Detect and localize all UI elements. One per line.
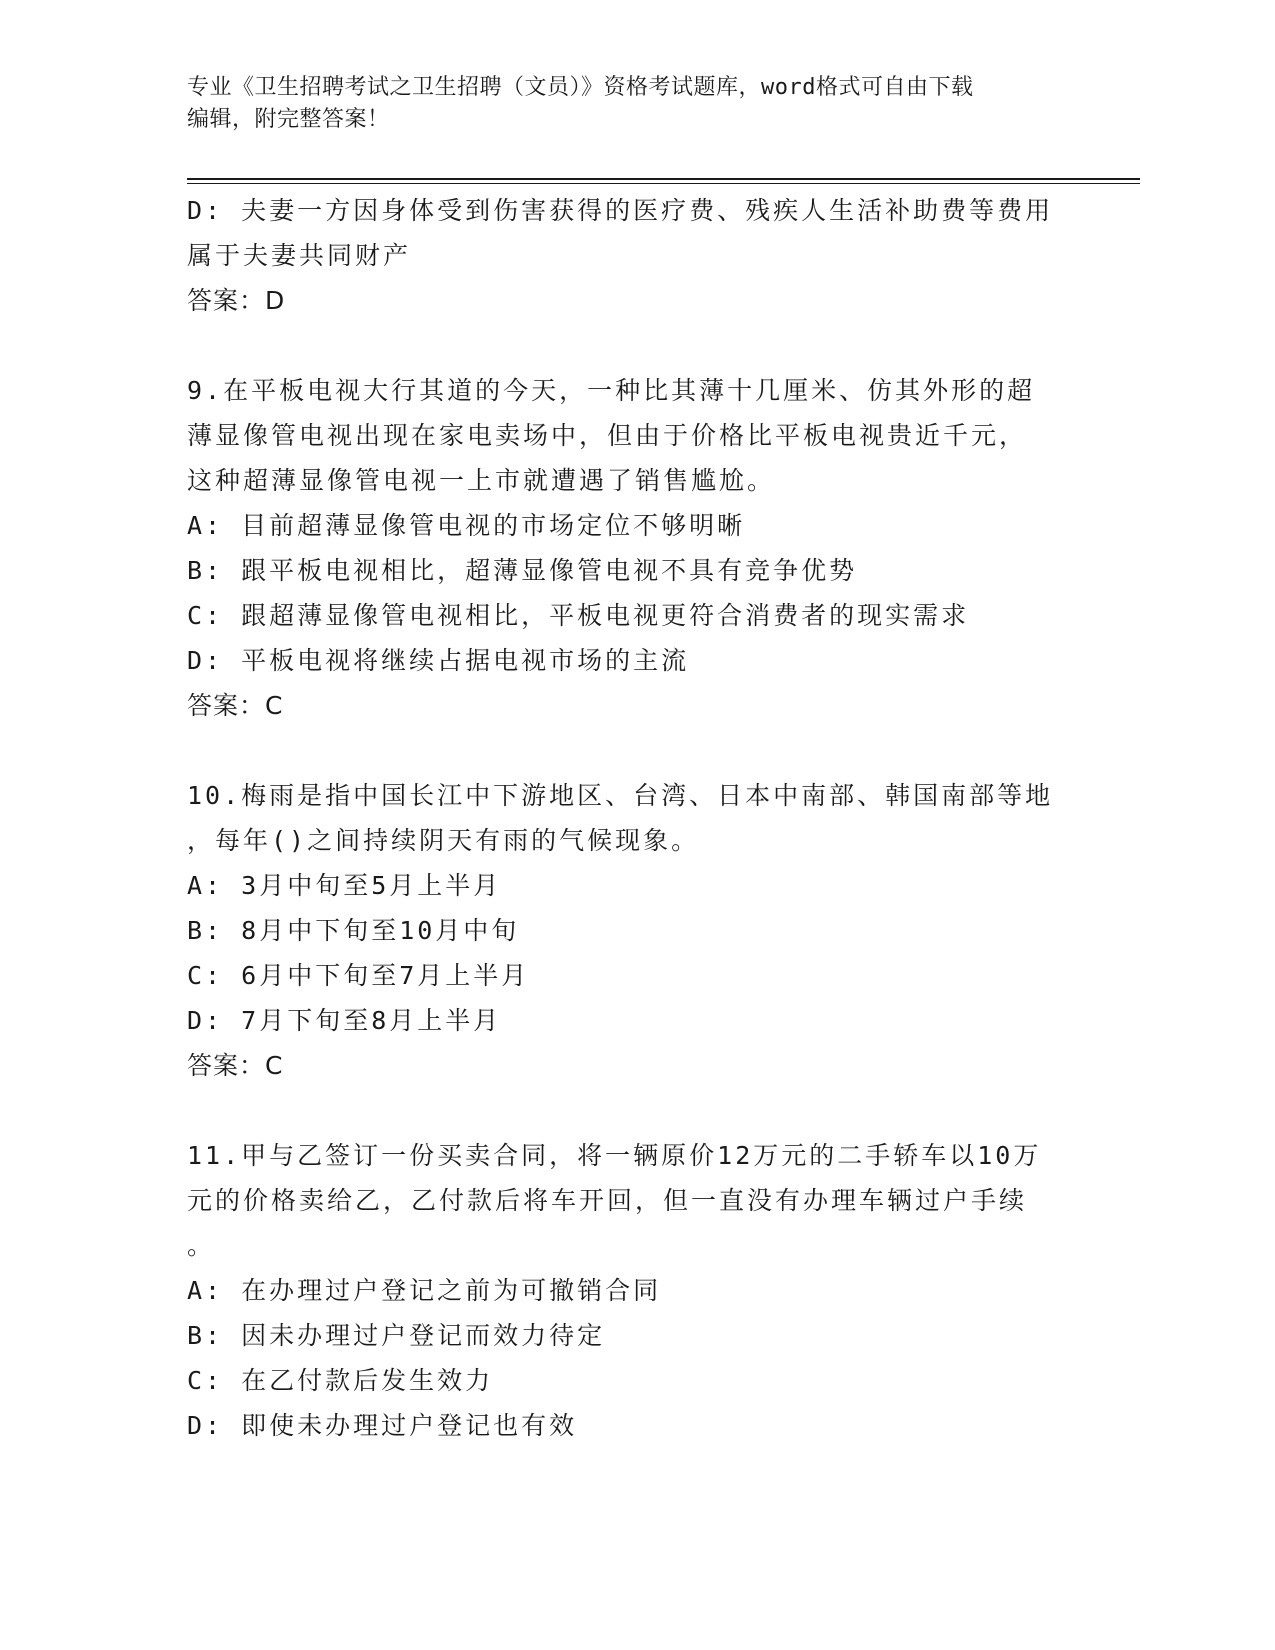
- answer-line: 答案：C: [187, 1051, 284, 1080]
- option-b: B: 因未办理过户登记而效力待定: [187, 1321, 606, 1350]
- question-10: [187, 773, 1067, 1088]
- option-d: D: 即使未办理过户登记也有效: [187, 1411, 578, 1440]
- option-d: D: 7月下旬至8月上半月: [187, 1006, 502, 1035]
- question-8-tail: [187, 188, 1067, 323]
- question-stem: 9.在平板电视大行其道的今天，一种比其薄十几厘米、仿其外形的超: [187, 376, 1036, 405]
- option-a: A: 目前超薄显像管电视的市场定位不够明晰: [187, 511, 746, 540]
- option-b: B: 8月中下旬至10月中旬: [187, 916, 520, 945]
- answer-line: 答案：C: [187, 691, 284, 720]
- question-stem: 。: [187, 1231, 216, 1260]
- question-11: [187, 1133, 1067, 1448]
- question-stem: ，每年()之间持续阴天有雨的气候现象。: [187, 826, 700, 855]
- option-d: D: 夫妻一方因身体受到伤害获得的医疗费、残疾人生活补助费等费用: [187, 196, 1054, 225]
- question-stem: 薄显像管电视出现在家电卖场中，但由于价格比平板电视贵近千元，: [187, 421, 1028, 450]
- option-c: C: 在乙付款后发生效力: [187, 1366, 494, 1395]
- question-stem: 元的价格卖给乙，乙付款后将车开回，但一直没有办理车辆过户手续: [187, 1186, 1028, 1215]
- document-header: [187, 72, 1067, 136]
- header-rule-thick: [187, 178, 1140, 180]
- option-b: B: 跟平板电视相比，超薄显像管电视不具有竞争优势: [187, 556, 858, 585]
- question-stem: 11.甲与乙签订一份买卖合同，将一辆原价12万元的二手轿车以10万: [187, 1141, 1042, 1170]
- answer-line: 答案：D: [187, 286, 286, 315]
- header-line-1: 专业《卫生招聘考试之卫生招聘（文员）》资格考试题库，word格式可自由下载: [187, 75, 974, 100]
- question-9: [187, 368, 1067, 728]
- option-a: A: 3月中旬至5月上半月: [187, 871, 502, 900]
- spacer: [187, 728, 1067, 773]
- header-rule-thin: [187, 183, 1140, 184]
- question-stem: 10.梅雨是指中国长江中下游地区、台湾、日本中南部、韩国南部等地: [187, 781, 1054, 810]
- header-line-2: 编辑，附完整答案！: [187, 107, 390, 132]
- spacer: [187, 1088, 1067, 1133]
- spacer: [187, 323, 1067, 368]
- option-c: C: 6月中下旬至7月上半月: [187, 961, 530, 990]
- document-body: [187, 188, 1067, 1448]
- option-d: D: 平板电视将继续占据电视市场的主流: [187, 646, 690, 675]
- option-c: C: 跟超薄显像管电视相比，平板电视更符合消费者的现实需求: [187, 601, 970, 630]
- question-stem: 这种超薄显像管电视一上市就遭遇了销售尴尬。: [187, 466, 776, 495]
- option-d-continued: 属于夫妻共同财产: [187, 241, 412, 270]
- option-a: A: 在办理过户登记之前为可撤销合同: [187, 1276, 662, 1305]
